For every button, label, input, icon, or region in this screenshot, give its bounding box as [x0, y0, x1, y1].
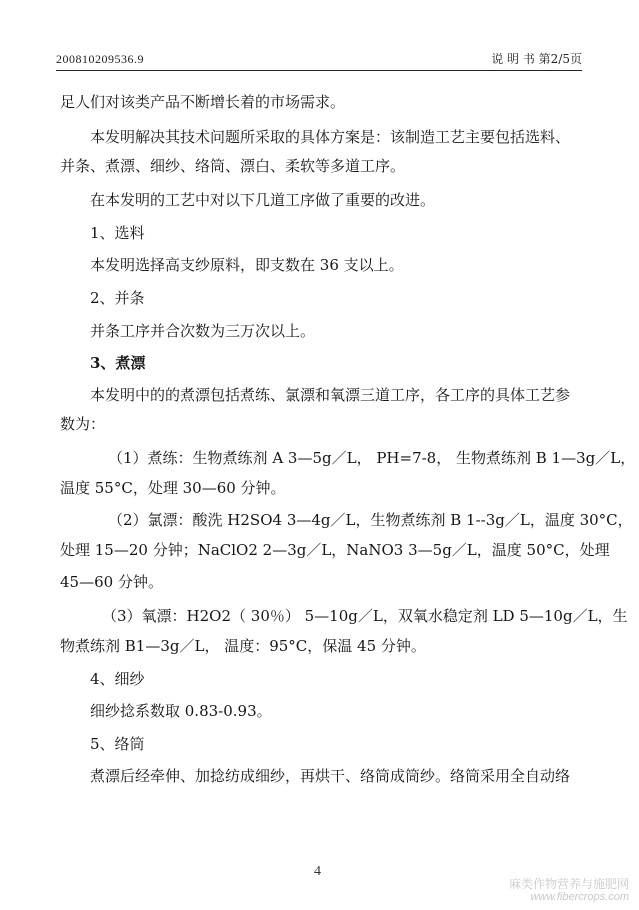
text-line: 细纱捻系数取 0.83-0.93。	[90, 702, 272, 720]
text-line: 45—60 分钟。	[60, 573, 163, 591]
text-line: 煮漂后经牵伸、加捻纺成细纱，再烘干、络筒成筒纱。络筒采用全自动络	[90, 767, 571, 785]
page-number: 4	[314, 864, 321, 879]
watermark	[509, 878, 629, 904]
watermark-site-name: 麻类作物营养与施肥网	[508, 877, 629, 891]
header-rule	[56, 70, 582, 71]
text-line: （2）氯漂：酸洗 H2SO4 3—4g／L，生物煮练剂 B 1--3g／L，温度 30°C，	[108, 511, 633, 529]
page-header	[56, 44, 582, 74]
text-line: 温度 55°C，处理 30—60 分钟。	[60, 479, 286, 497]
text-line: （3）氧漂：H2O2（ 30％） 5—10g／L，双氧水稳定剂 LD 5—10g／L，生	[102, 607, 628, 625]
watermark-url: www.fibercrops.com	[530, 891, 629, 903]
text-line: 在本发明的工艺中对以下几道工序做了重要的改进。	[90, 191, 436, 209]
section-heading: 5、络筒	[90, 735, 145, 753]
section-heading: 1、选料	[90, 224, 145, 242]
patent-number: 200810209536.9	[56, 52, 144, 66]
text-line: （1）煮练：生物煮练剂 A 3—5g／L， PH=7-8， 生物煮练剂 B 1—3g／L，	[108, 449, 636, 467]
text-line: 本发明选择高支纱原料，即支数在 36 支以上。	[90, 256, 404, 274]
text-line: 处理 15—20 分钟；NaClO2 2—3g／L，NaNO3 3—5g／L，温度 50°C，处理	[60, 541, 610, 559]
text-line: 并条工序并合次数为三万次以上。	[90, 322, 316, 340]
text-line: 数为：	[60, 415, 106, 433]
header-title: 说 明 书 第2/5页	[491, 52, 582, 66]
section-heading: 3、煮漂	[90, 354, 146, 372]
section-heading: 4、细纱	[90, 670, 145, 688]
text-line: 本发明中的的煮漂包括煮练、氯漂和氧漂三道工序，各工序的具体工艺参	[90, 386, 571, 404]
text-line: 并条、煮漂、细纱、络筒、漂白、柔软等多道工序。	[60, 157, 406, 175]
text-line: 本发明解决其技术问题所采取的具体方案是：该制造工艺主要包括选料、	[90, 128, 571, 146]
text-line: 物煮练剂 B1—3g／L， 温度：95°C，保温 45 分钟。	[60, 637, 426, 655]
text-line: 足人们对该类产品不断增长着的市场需求。	[60, 93, 346, 111]
section-heading: 2、并条	[90, 289, 145, 307]
